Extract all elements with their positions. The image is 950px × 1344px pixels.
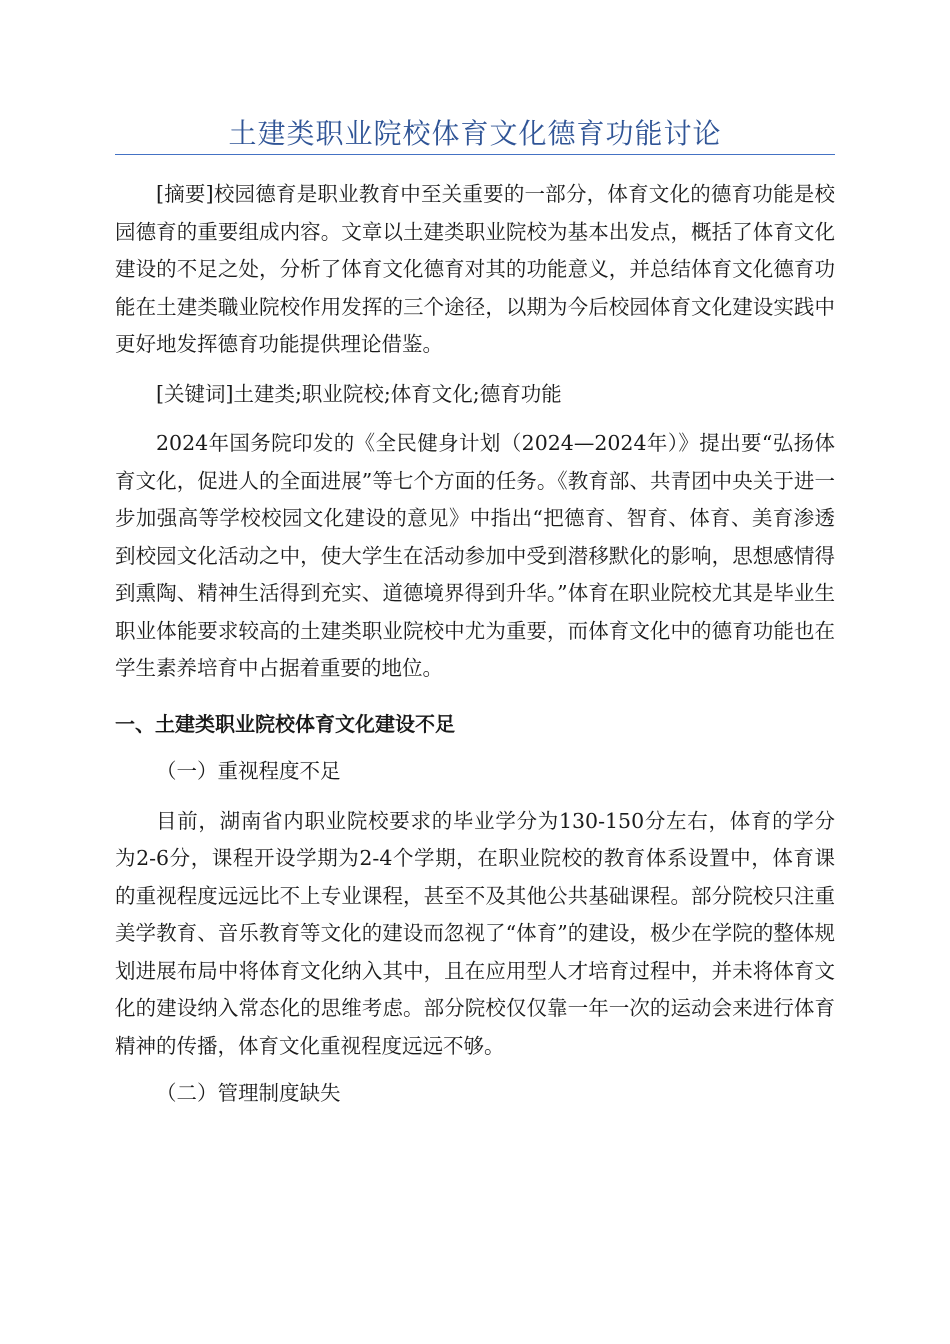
document-title: 土建类职业院校体育文化德育功能讨论: [228, 117, 722, 150]
keywords-paragraph: [关键词]土建类;职业院校;体育文化;德育功能: [156, 381, 562, 406]
document-body: [115, 176, 835, 1113]
subsection-heading: （一）重视程度不足: [156, 759, 341, 783]
abstract-paragraph: [摘要]校园德育是职业教育中至关重要的一部分，体育文化的德育功能是校园德育的重要组成内容。文章以土建类职业院校为基本出发点，概括了体育文化建设的不足之处，分析了体育文化德育对其的功能意义，并总结体育文化德育功能在土建类職业院校作用发挥的三个途径，以期为今后校园体育文化建设实践中更好地发挥德育功能提供理论借鉴。: [115, 182, 835, 356]
subsection-heading-2: （二）管理制度缺失: [156, 1081, 341, 1105]
subsection-paragraph: 目前，湖南省内职业院校要求的毕业学分为130-150分左右，体育的学分为2-6分，课程开设学期为2-4个学期，在职业院校的教育体系设置中，体育课的重视程度远远比不上专业课程，甚至不及其他公共基础课程。部分院校只注重美学教育、音乐教育等文化的建设而忽视了“体育”的建设，极少在学院的整体规划进展布局中将体育文化纳入其中，且在应用型人才培育过程中，并未将体育文化的建设纳入常态化的思维考虑。部分院校仅仅靠一年一次的运动会来进行体育精神的传播，体育文化重视程度远远不够。: [115, 808, 835, 1058]
intro-paragraph: 2024年国务院印发的《全民健身计划（2024—2024年）》提出要“弘扬体育文化，促进人的全面进展”等七个方面的任务。《教育部、共青团中央关于进一步加强高等学校校园文化建设的意见》中指出“把德育、智育、体育、美育渗透到校园文化活动之中，使大学生在活动参加中受到潜移默化的影响，思想感情得到熏陶、精神生活得到充实、道德境界得到升华。”体育在职业院校尤其是毕业生职业体能要求较高的土建类职业院校中尤为重要，而体育文化中的德育功能也在学生素养培育中占据着重要的地位。: [115, 431, 835, 680]
title-underline: [115, 154, 835, 155]
section-heading: 一、土建类职业院校体育文化建设不足: [115, 711, 455, 736]
